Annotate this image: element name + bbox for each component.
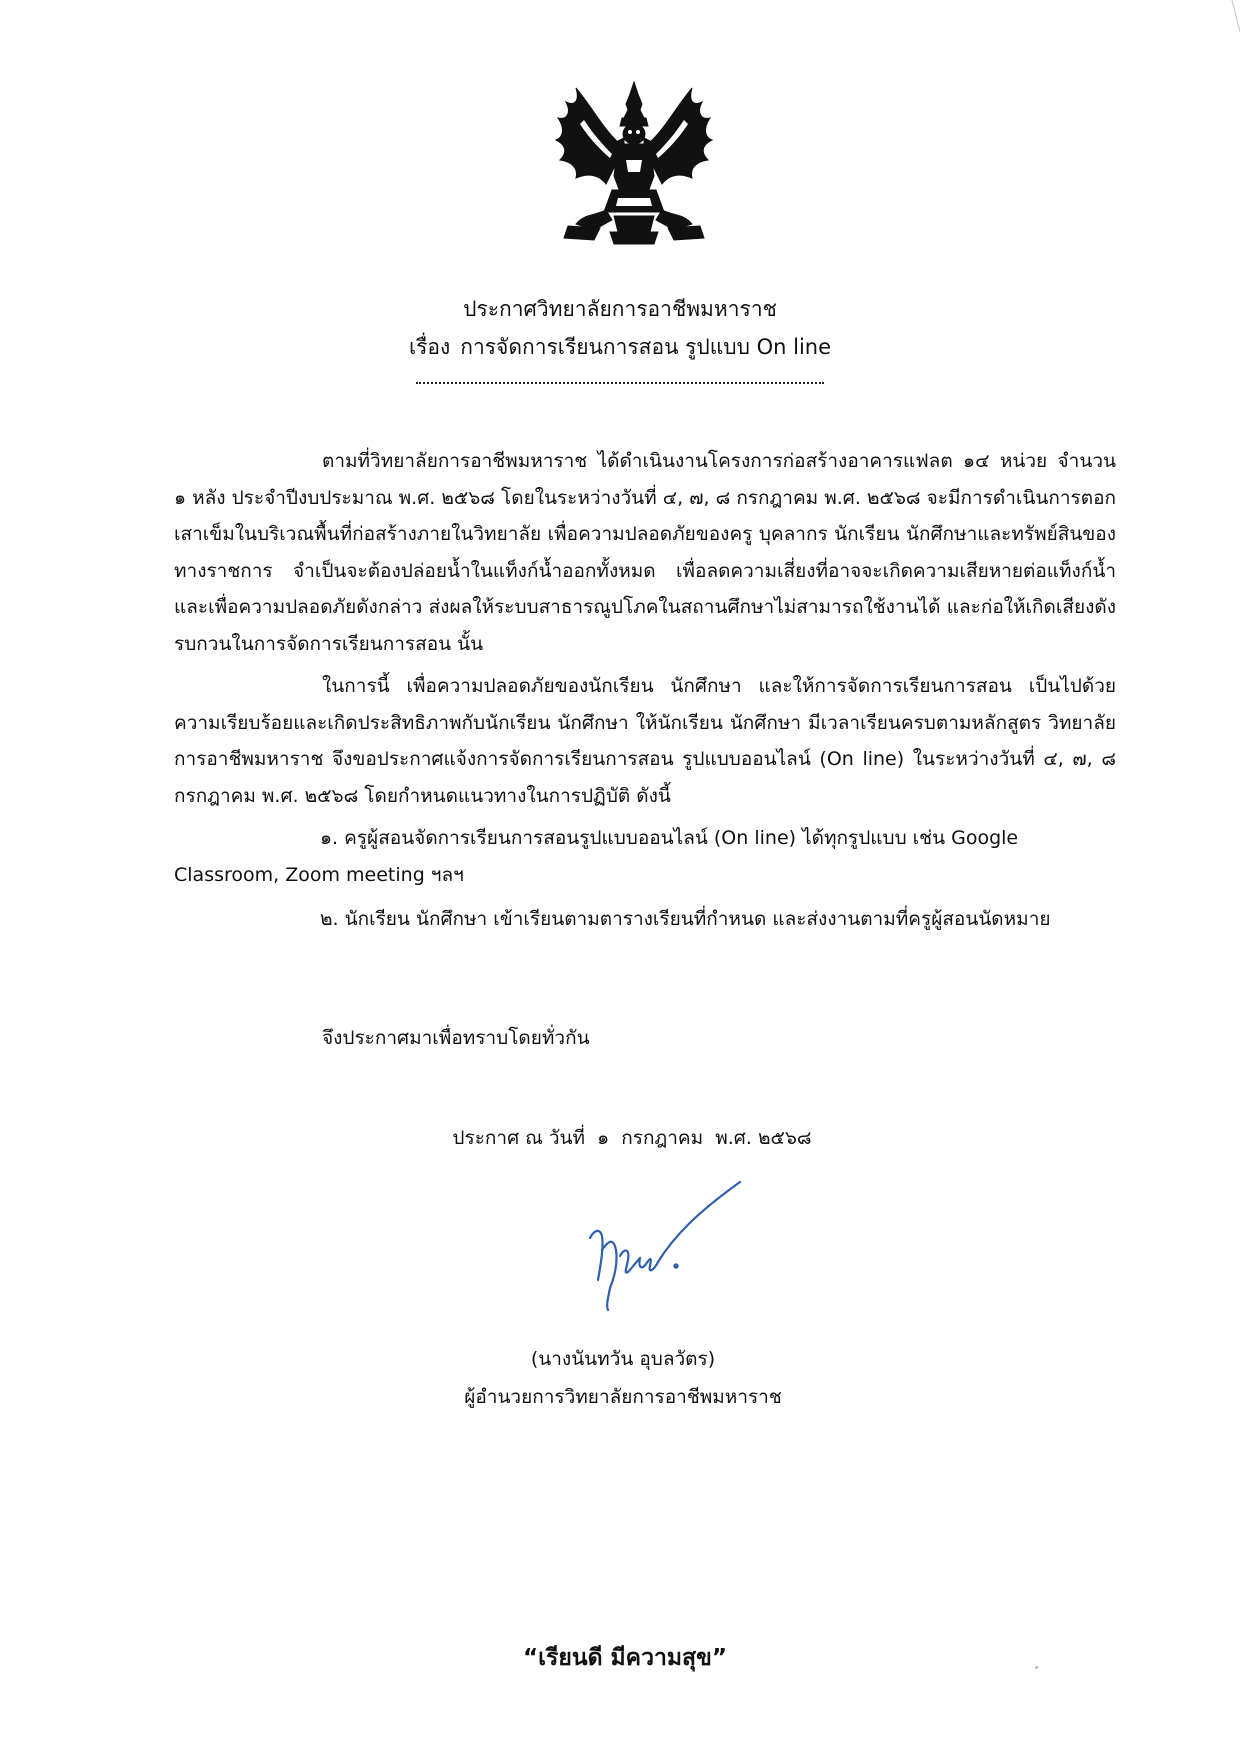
- page-corner-fold: [1210, 0, 1240, 40]
- date-month: กรกฎาคม: [621, 1127, 704, 1149]
- dotted-divider: [416, 382, 824, 384]
- scan-speck: [1035, 1666, 1038, 1669]
- signer-name: (นางนันทวัน อุบลวัตร): [530, 1348, 716, 1370]
- college-motto: “เรียนดี มีความสุข”: [523, 1645, 727, 1671]
- announcement-title: ประกาศวิทยาลัยการอาชีพมหาราช: [463, 297, 777, 321]
- body-paragraph-2: ในการนี้ เพื่อความปลอดภัยของนักเรียน นักศึกษา และให้การจัดการเรียนการสอน เป็นไปด้วยความเรียบร้อยและเกิดประสิทธิภาพกับนักเรียน นักศึกษา ให้นักเรียน นักศึกษา มีเวลาเรียนครบตามหลักสูตร วิทยาลัยการอาชีพมหาราช จึงขอประกาศแจ้งการจัดการเรียนการสอน รูปแบบออนไลน์ (On line) ในระหว่างวันที่ ๔, ๗, ๘ กรกฎาคม พ.ศ. ๒๕๖๘ โดยกำหนดแนวทางในการปฏิบัติ ดังนี้: [174, 675, 1116, 807]
- closing-statement: จึงประกาศมาเพื่อทราบโดยทั่วกัน: [322, 1027, 590, 1049]
- date-year: พ.ศ. ๒๕๖๘: [715, 1127, 812, 1149]
- guideline-item-2: ๒. นักเรียน นักศึกษา เข้าเรียนตามตารางเรียนที่กำหนด และส่งงานตามที่ครูผู้สอนนัดหมาย: [320, 908, 1051, 930]
- handwritten-signature: [580, 1178, 750, 1314]
- subject-label: เรื่อง: [408, 335, 451, 359]
- signer-block: [0, 1340, 1240, 1416]
- date-day: ๑: [597, 1127, 610, 1149]
- announcement-subject-line: [0, 328, 1240, 366]
- signer-position: ผู้อำนวยการวิทยาลัยการอาชีพมหาราช: [464, 1386, 782, 1408]
- announcement-header: [0, 290, 1240, 384]
- garuda-emblem-icon: [554, 80, 714, 248]
- date-label: ประกาศ ณ วันที่: [452, 1127, 586, 1149]
- body-paragraph-1: ตามที่วิทยาลัยการอาชีพมหาราช ได้ดำเนินงานโครงการก่อสร้างอาคารแฟลต ๑๔ หน่วย จำนวน ๑ หลัง ประจำปีงบประมาณ พ.ศ. ๒๕๖๘ โดยในระหว่างวันที่ ๔, ๗, ๘ กรกฎาคม พ.ศ. ๒๕๖๘ จะมีการดำเนินการตอกเสาเข็มในบริเวณพื้นที่ก่อสร้างภายในวิทยาลัย เพื่อความปลอดภัยของครู บุคลากร นักเรียน นักศึกษาและทรัพย์สินของทางราชการ จำเป็นจะต้องปล่อยน้ำในแท็งก์น้ำออกทั้งหมด เพื่อลดความเสี่ยงที่อาจจะเกิดความเสียหายต่อแท็งก์น้ำ และเพื่อความปลอดภัยดังกล่าว ส่งผลให้ระบบสาธารณูปโภคในสถานศึกษาไม่สามารถใช้งานได้ และก่อให้เกิดเสียงดังรบกวนในการจัดการเรียนการสอน นั้น: [174, 450, 1116, 655]
- announcement-body: [174, 443, 1116, 938]
- subject-text: การจัดการเรียนการสอน รูปแบบ On line: [460, 335, 832, 359]
- guideline-item-1: ๑. ครูผู้สอนจัดการเรียนการสอนรูปแบบออนไลน์ (On line) ได้ทุกรูปแบบ เช่น Google Classroom, Zoom meeting ฯลฯ: [174, 827, 1019, 886]
- announcement-date: [0, 1122, 1240, 1154]
